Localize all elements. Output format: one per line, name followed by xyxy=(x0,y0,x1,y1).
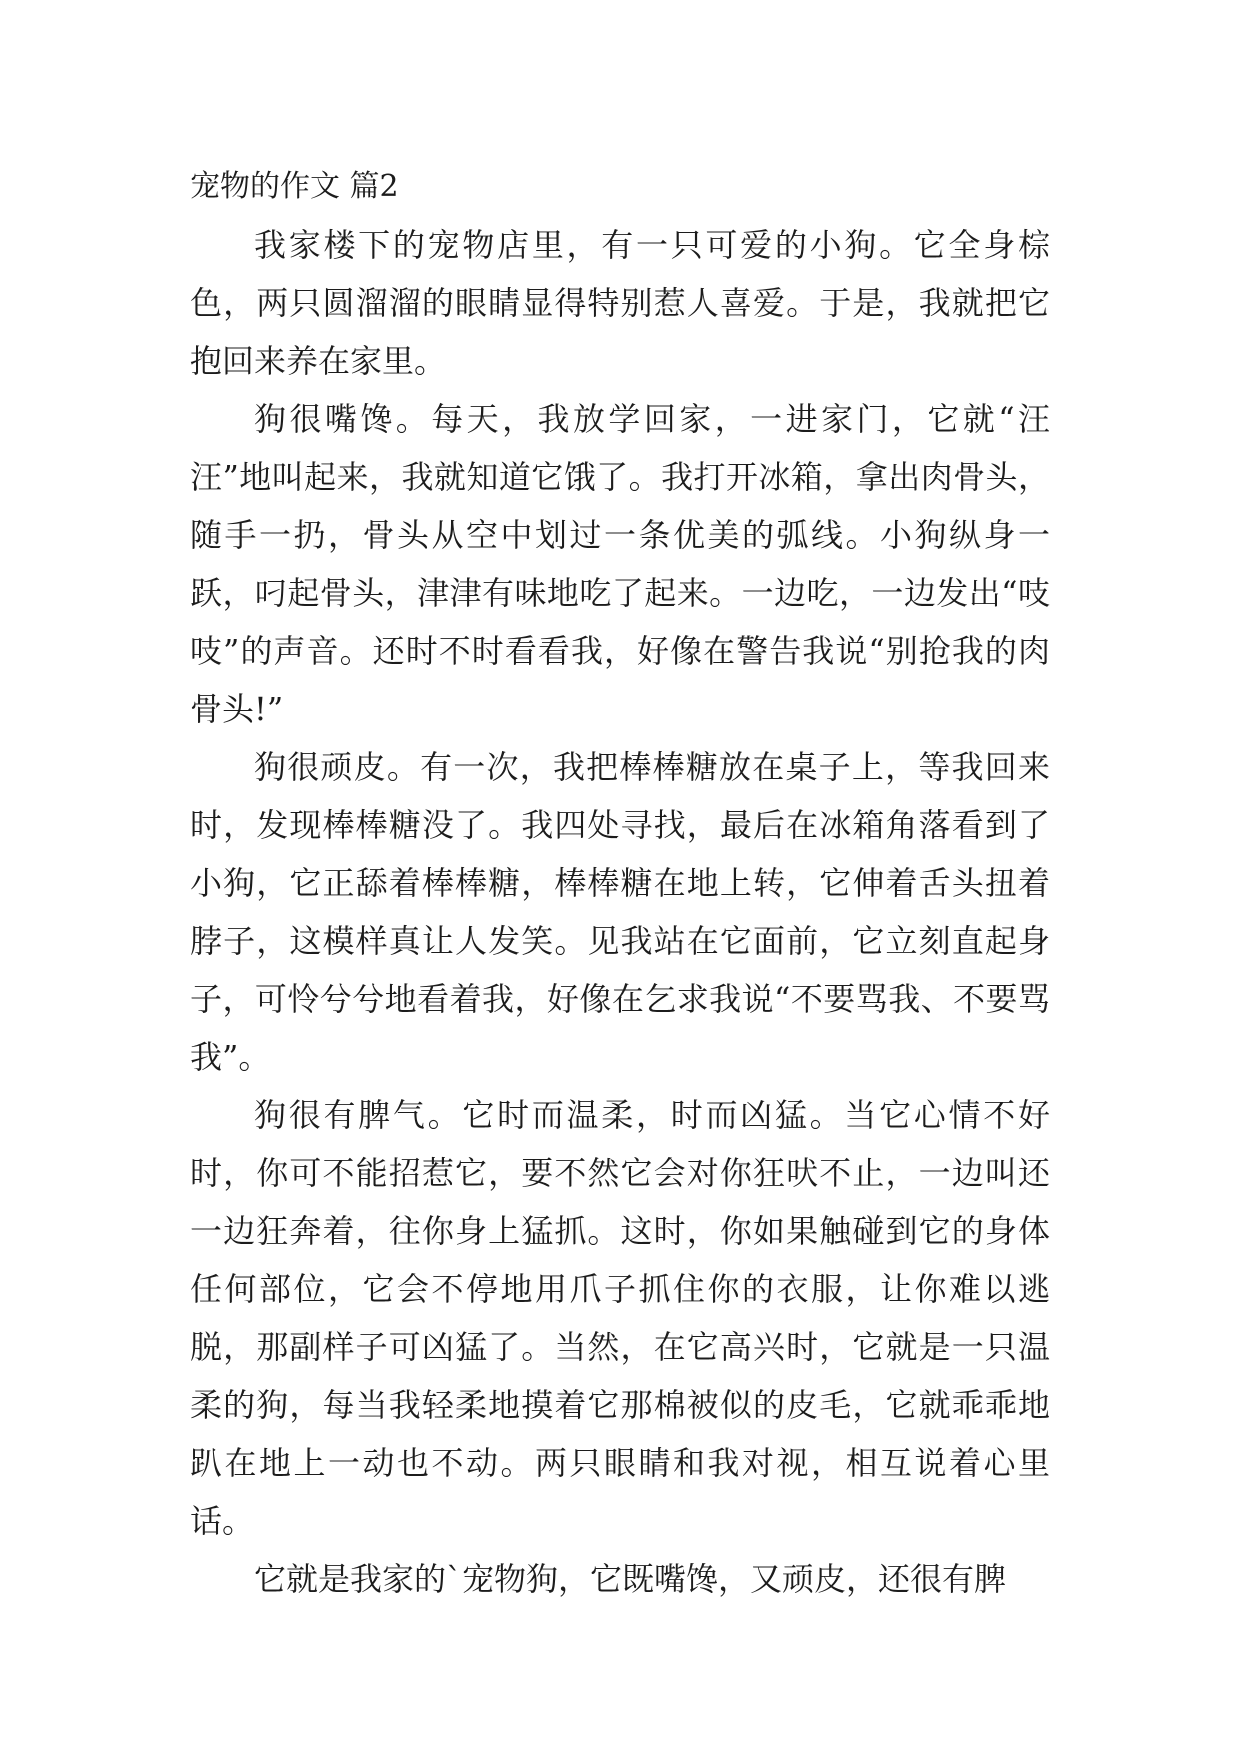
document-body xyxy=(190,158,1050,1608)
paragraph-naughty: 狗很顽皮。有一次，我把棒棒糖放在桌子上，等我回来时，发现棒棒糖没了。我四处寻找，最后在冰箱角落看到了小狗，它正舔着棒棒糖，棒棒糖在地上转，它伸着舌头扭着脖子，这模样真让人发笑。见我站在它面前，它立刻直起身子，可怜兮兮地看着我，好像在乞求我说“不要骂我、不要骂我”。 xyxy=(190,748,1050,1076)
paragraph-greedy: 狗很嘴馋。每天，我放学回家，一进家门，它就“汪汪”地叫起来，我就知道它饿了。我打开冰箱，拿出肉骨头，随手一扔，骨头从空中划过一条优美的弧线。小狗纵身一跃，叼起骨头，津津有味地吃了起来。一边吃，一边发出“吱吱”的声音。还时不时看看我，好像在警告我说“别抢我的肉骨头!” xyxy=(190,400,1050,728)
paragraph-temper: 狗很有脾气。它时而温柔，时而凶猛。当它心情不好时，你可不能招惹它，要不然它会对你狂吠不止，一边叫还一边狂奔着，往你身上猛抓。这时，你如果触碰到它的身体任何部位，它会不停地用爪子抓住你的衣服，让你难以逃脱，那副样子可凶猛了。当然，在它高兴时，它就是一只温柔的狗，每当我轻柔地摸着它那棉被似的皮毛，它就乖乖地趴在地上一动也不动。两只眼睛和我对视，相互说着心里话。 xyxy=(190,1096,1050,1540)
paragraph-intro: 我家楼下的宠物店里，有一只可爱的小狗。它全身棕色，两只圆溜溜的眼睛显得特别惹人喜爱。于是，我就把它抱回来养在家里。 xyxy=(190,226,1050,380)
paragraph-conclusion: 它就是我家的`宠物狗，它既嘴馋，又顽皮，还很有脾 xyxy=(254,1560,1007,1598)
document-title: 宠物的作文 篇2 xyxy=(190,169,399,204)
